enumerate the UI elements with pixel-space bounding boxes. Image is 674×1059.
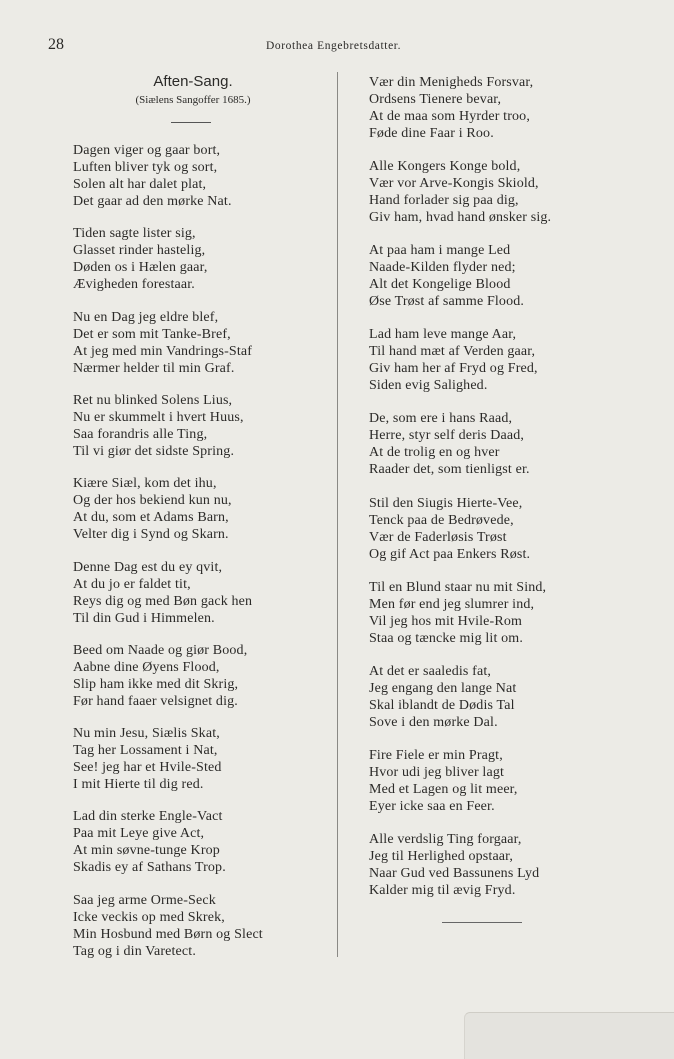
- verse-line: Naar Gud ved Bassunens Lyd: [369, 865, 540, 881]
- poem-title: Aften-Sang.: [153, 73, 233, 90]
- verse-line: Hand forlader sig paa dig,: [369, 193, 519, 209]
- verse-line: At jeg med min Vandrings-Staf: [73, 343, 253, 359]
- verse-line: Fire Fiele er min Pragt,: [369, 747, 503, 763]
- stanza: [369, 663, 516, 731]
- verse-line: Min Hosbund med Børn og Slect: [73, 926, 263, 942]
- verse-line: Til din Gud i Himmelen.: [73, 610, 215, 626]
- verse-line: Alt det Kongelige Blood: [369, 277, 511, 293]
- verse-line: At min søvne-tunge Krop: [73, 843, 220, 859]
- verse-line: Eyer icke saa en Feer.: [369, 798, 495, 814]
- verse-line: Før hand faaer velsignet dig.: [73, 693, 238, 709]
- verse-line: Til vi giør det sidste Spring.: [73, 443, 235, 459]
- verse-line: Tenck paa de Bedrøvede,: [369, 512, 514, 528]
- stanza: [369, 242, 524, 310]
- stanza: [73, 475, 232, 543]
- stanza: [73, 142, 232, 210]
- verse-line: Ret nu blinked Solens Lius,: [73, 392, 233, 408]
- verse-line: At paa ham i mange Led: [369, 243, 511, 259]
- stanza: [73, 808, 226, 876]
- verse-line: Alle Kongers Konge bold,: [369, 159, 521, 175]
- verse-line: Men før end jeg slumrer ind,: [369, 596, 535, 612]
- verse-line: Og der hos bekiend kun nu,: [73, 493, 232, 509]
- verse-line: Øse Trøst af samme Flood.: [369, 294, 525, 310]
- stanza: [73, 892, 263, 960]
- page-number: 28: [48, 36, 64, 53]
- stanza: [73, 559, 252, 627]
- stanza: [73, 392, 244, 460]
- verse-line: De, som ere i hans Raad,: [369, 411, 513, 427]
- verse-line: Staa og tæncke mig lit om.: [369, 630, 523, 646]
- verse-line: Denne Dag est du ey qvit,: [73, 559, 223, 575]
- verse-line: Paa mit Leye give Act,: [73, 826, 205, 842]
- column-divider: [337, 72, 338, 957]
- verse-line: Døden os i Hælen gaar,: [73, 260, 208, 276]
- verse-line: Til hand mæt af Verden gaar,: [369, 344, 536, 360]
- verse-line: I mit Hierte til dig red.: [73, 777, 204, 793]
- verse-line: Ordsens Tienere bevar,: [369, 92, 502, 107]
- verse-line: Saa forandris alle Ting,: [73, 426, 208, 442]
- verse-line: Alle verdslig Ting forgaar,: [369, 831, 522, 847]
- verse-line: Og gif Act paa Enkers Røst.: [369, 546, 531, 562]
- verse-line: Tiden sagte lister sig,: [73, 226, 196, 242]
- verse-line: Føde dine Faar i Roo.: [369, 126, 494, 141]
- verse-line: Nu er skummelt i hvert Huus,: [73, 409, 244, 425]
- verse-line: Tag her Lossament i Nat,: [73, 743, 218, 759]
- page-curl: [464, 1012, 674, 1059]
- verse-line: Beed om Naade og giør Bood,: [73, 642, 248, 658]
- verse-line: Nu en Dag jeg eldre blef,: [73, 309, 219, 325]
- verse-line: Glasset rinder hastelig,: [73, 243, 206, 259]
- verse-line: Kiære Siæl, kom det ihu,: [73, 476, 217, 492]
- verse-line: Skadis ey af Sathans Trop.: [73, 860, 226, 876]
- verse-line: Aabne dine Øyens Flood,: [73, 659, 220, 675]
- verse-line: Luften bliver tyk og sort,: [73, 160, 218, 175]
- stanza: [369, 579, 546, 647]
- verse-line: At de trolig en og hver: [369, 445, 500, 461]
- verse-line: Reys dig og med Bøn gack hen: [73, 593, 253, 609]
- stanza: [369, 831, 539, 899]
- stanza: [369, 747, 518, 815]
- verse-line: Naade-Kilden flyder ned;: [369, 260, 516, 276]
- verse-line: Det er som mit Tanke-Bref,: [73, 326, 231, 342]
- verse-line: Solen alt har dalet plat,: [73, 177, 207, 192]
- verse-line: At du, som et Adams Barn,: [73, 510, 229, 526]
- verse-line: Sove i den mørke Dal.: [369, 714, 498, 730]
- poem-subtitle: (Siælens Sangoffer 1685.): [135, 94, 251, 106]
- stanza: [73, 725, 222, 793]
- stanza: [369, 326, 538, 394]
- verse-line: Vil jeg hos mit Hvile-Rom: [369, 613, 523, 629]
- verse-line: See! jeg har et Hvile-Sted: [73, 760, 222, 776]
- verse-line: Giv ham her af Fryd og Fred,: [369, 361, 538, 377]
- verse-line: Slip ham ikke med dit Skrig,: [73, 676, 239, 692]
- verse-line: Med et Lagen og lit meer,: [369, 781, 518, 797]
- verse-line: Til en Blund staar nu mit Sind,: [369, 579, 547, 595]
- verse-line: Stil den Siugis Hierte-Vee,: [369, 495, 523, 511]
- verse-line: At du jo er faldet tit,: [73, 576, 191, 592]
- stanza: [73, 225, 208, 293]
- verse-line: Kalder mig til ævig Fryd.: [369, 882, 516, 898]
- title-rule: [171, 122, 211, 123]
- verse-line: Nu min Jesu, Siælis Skat,: [73, 726, 220, 742]
- verse-line: Siden evig Salighed.: [369, 378, 488, 394]
- verse-line: Jeg engang den lange Nat: [369, 680, 517, 696]
- stanza: [369, 495, 530, 563]
- verse-line: Nærmer helder til min Graf.: [73, 360, 235, 376]
- end-rule: [442, 922, 522, 923]
- stanza: [369, 410, 530, 478]
- stanza: [73, 309, 252, 377]
- running-head: Dorothea Engebretsdatter.: [266, 40, 402, 52]
- verse-line: Tag og i din Varetect.: [73, 943, 196, 959]
- verse-line: Lad ham leve mange Aar,: [369, 327, 517, 343]
- verse-line: Jeg til Herlighed opstaar,: [369, 848, 514, 864]
- verse-line: Dagen viger og gaar bort,: [73, 143, 221, 158]
- verse-line: Vær vor Arve-Kongis Skiold,: [369, 176, 539, 192]
- verse-line: Velter dig i Synd og Skarn.: [73, 527, 229, 543]
- verse-line: At det er saaledis fat,: [369, 663, 492, 679]
- verse-line: Vær de Faderløsis Trøst: [369, 529, 507, 545]
- verse-line: Det gaar ad den mørke Nat.: [73, 194, 232, 209]
- stanza: [369, 158, 551, 226]
- verse-line: Giv ham, hvad hand ønsker sig.: [369, 210, 552, 226]
- verse-line: Ævigheden forestaar.: [73, 277, 195, 293]
- verse-line: Saa jeg arme Orme-Seck: [73, 892, 216, 908]
- verse-line: At de maa som Hyrder troo,: [369, 109, 530, 124]
- verse-line: Lad din sterke Engle-Vact: [73, 809, 223, 825]
- verse-line: Hvor udi jeg bliver lagt: [369, 764, 505, 780]
- stanza: [73, 642, 247, 710]
- verse-line: Skal iblandt de Dødis Tal: [369, 697, 515, 713]
- stanza: [369, 74, 533, 142]
- verse-line: Herre, styr self deris Daad,: [369, 428, 525, 444]
- verse-line: Icke veckis op med Skrek,: [73, 909, 225, 925]
- verse-line: Vær din Menigheds Forsvar,: [369, 75, 534, 90]
- verse-line: Raader det, som tienligst er.: [369, 462, 530, 478]
